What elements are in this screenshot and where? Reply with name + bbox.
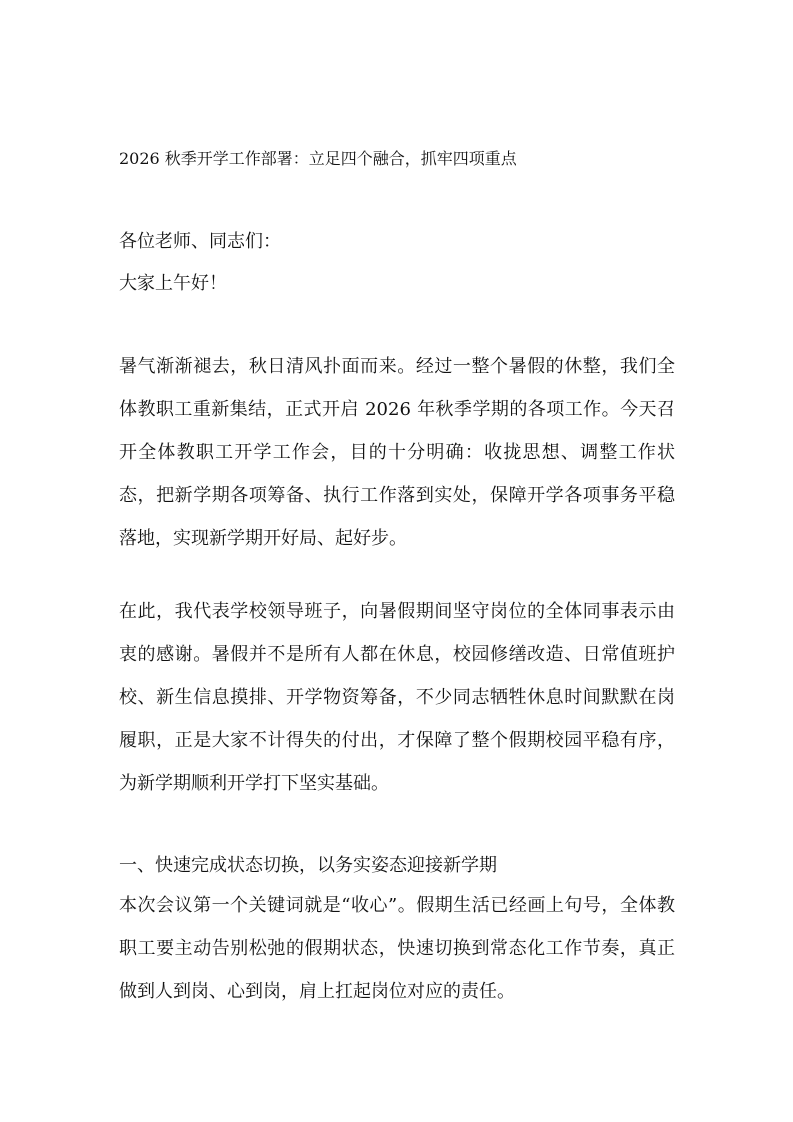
paragraph-thanks: 在此，我代表学校领导班子，向暑假期间坚守岗位的全体同事表示由衷的感谢。暑假并不是所有人都在休息，校园修缮改造、日常值班护校、新生信息摸排、开学物资筹备，不少同志牺牲休息时间默默在岗履职，正是大家不计得失的付出，才保障了整个假期校园平稳有序，为新学期顺利开学打下坚实基础。 (119, 601, 675, 794)
paragraph-section-1: 本次会议第一个关键词就是“收心”。假期生活已经画上句号，全体教职工要主动告别松弛的假期状态，快速切换到常态化工作节奏，真正做到人到岗、心到岗，肩上扛起岗位对应的责任。 (119, 895, 675, 1002)
salutation: 各位老师、同志们： (119, 231, 281, 252)
paragraph-opening: 暑气渐渐褪去，秋日清风扑面而来。经过一整个暑假的休整，我们全体教职工重新集结，正式开启 2026 年秋季学期的各项工作。今天召开全体教职工开学工作会，目的十分明确：收拢思想、调整工作状态，把新学期各项筹备、执行工作落到实处，保障开学各项事务平稳落地，实现新学期开好局、起好步。 (119, 356, 675, 549)
document-title: 2026 秋季开学工作部署：立足四个融合，抓牢四项重点 (119, 149, 517, 168)
greeting: 大家上午好！ (119, 273, 227, 294)
section-heading-1: 一、快速完成状态切换，以务实姿态迎接新学期 (119, 855, 497, 876)
